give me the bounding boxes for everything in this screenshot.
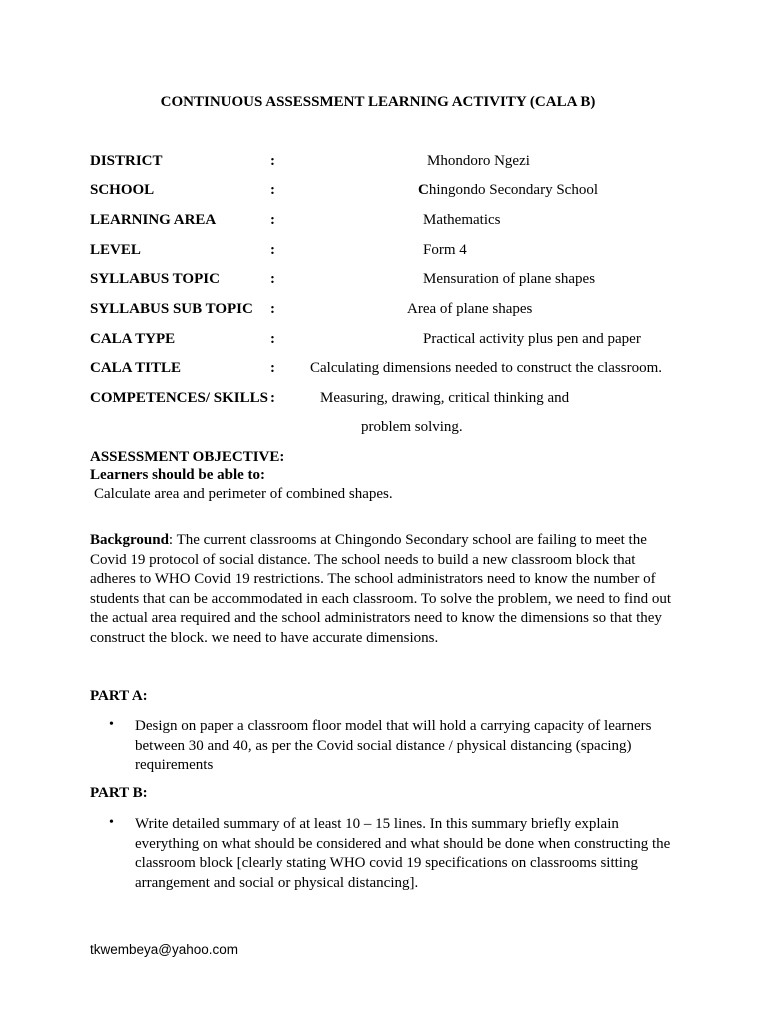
field-row-level [0,242,768,264]
objective-subheading: Learners should be able to: [90,467,266,483]
field-value-rest: hingondo Secondary School [428,182,598,198]
field-value [418,182,598,199]
field-label: SYLLABUS SUB TOPIC [90,301,253,317]
field-colon: : [270,271,275,287]
footer-email: tkwembeya@yahoo.com [90,942,239,957]
bullet-icon: • [109,815,114,830]
field-row-syllabus-sub-topic [0,301,768,323]
bullet-icon: • [109,717,114,732]
background-label: Background [90,532,169,548]
field-value: Practical activity plus pen and paper [423,331,641,347]
part-b-text: Write detailed summary of at least 10 – 15 lines. In this summary briefly explain everything on what should be considered and what should be done when constructing the classroom block [clearly stating WHO covid 19 specifications on classrooms sitting arrangement and social or physical distancing]. [135,816,671,891]
field-colon: : [270,182,275,198]
part-a-text: Design on paper a classroom floor model that will hold a carrying capacity of learners between 30 and 40, as per the Covid social distance / physical distancing (spacing) requirements [135,718,652,774]
field-row-syllabus-topic [0,271,768,293]
field-row-competences [0,390,768,412]
field-label: CALA TYPE [90,331,176,347]
field-value: Calculating dimensions needed to construct the classroom. [310,360,663,376]
field-label: COMPETENCES/ SKILLS [90,390,268,406]
field-row-school [0,182,768,204]
field-row-learning-area [0,212,768,234]
field-colon: : [270,301,275,317]
objective-text: Calculate area and perimeter of combined shapes. [94,486,393,502]
field-label: DISTRICT [90,153,163,169]
field-value: Measuring, drawing, critical thinking and [320,390,570,406]
field-value: Mhondoro Ngezi [427,153,530,169]
field-colon: : [270,212,275,228]
background-text: : The current classrooms at Chingondo Secondary school are failing to meet the Covid 19 protocol of social distance. The school needs to build a new classroom block that adheres to WHO Covid 19 restrictions. The school administrators need to know the number of students that can be accommodated in each classroom. To solve the problem, we need to find out the actual area required and the school administrators need to know the dimensions so that they construct the block. we need to have accurate dimensions. [90,532,672,646]
field-label: CALA TITLE [90,360,182,376]
field-row-cala-type [0,331,768,353]
background-paragraph [90,531,680,649]
field-colon: : [270,153,275,169]
field-value: Mensuration of plane shapes [423,271,596,287]
field-label: LEARNING AREA [90,212,217,228]
field-colon: : [270,331,275,347]
field-label: LEVEL [90,242,141,258]
field-value-initial: C [418,182,429,198]
field-row-district [0,153,768,175]
field-value-continuation: problem solving. [361,419,463,435]
field-value: Form 4 [423,242,467,258]
field-value: Mathematics [423,212,501,228]
field-label: SYLLABUS TOPIC [90,271,220,287]
objective-heading: ASSESSMENT OBJECTIVE: [90,449,285,465]
field-label: SCHOOL [90,182,155,198]
part-b-heading: PART B: [90,785,148,801]
field-colon: : [270,242,275,258]
field-colon: : [270,360,275,376]
field-row-cala-title [0,360,768,382]
document-title: CONTINUOUS ASSESSMENT LEARNING ACTIVITY (CALA B) [160,94,596,110]
field-colon: : [270,390,275,406]
part-a-heading: PART A: [90,688,148,704]
field-value: Area of plane shapes [407,301,533,317]
